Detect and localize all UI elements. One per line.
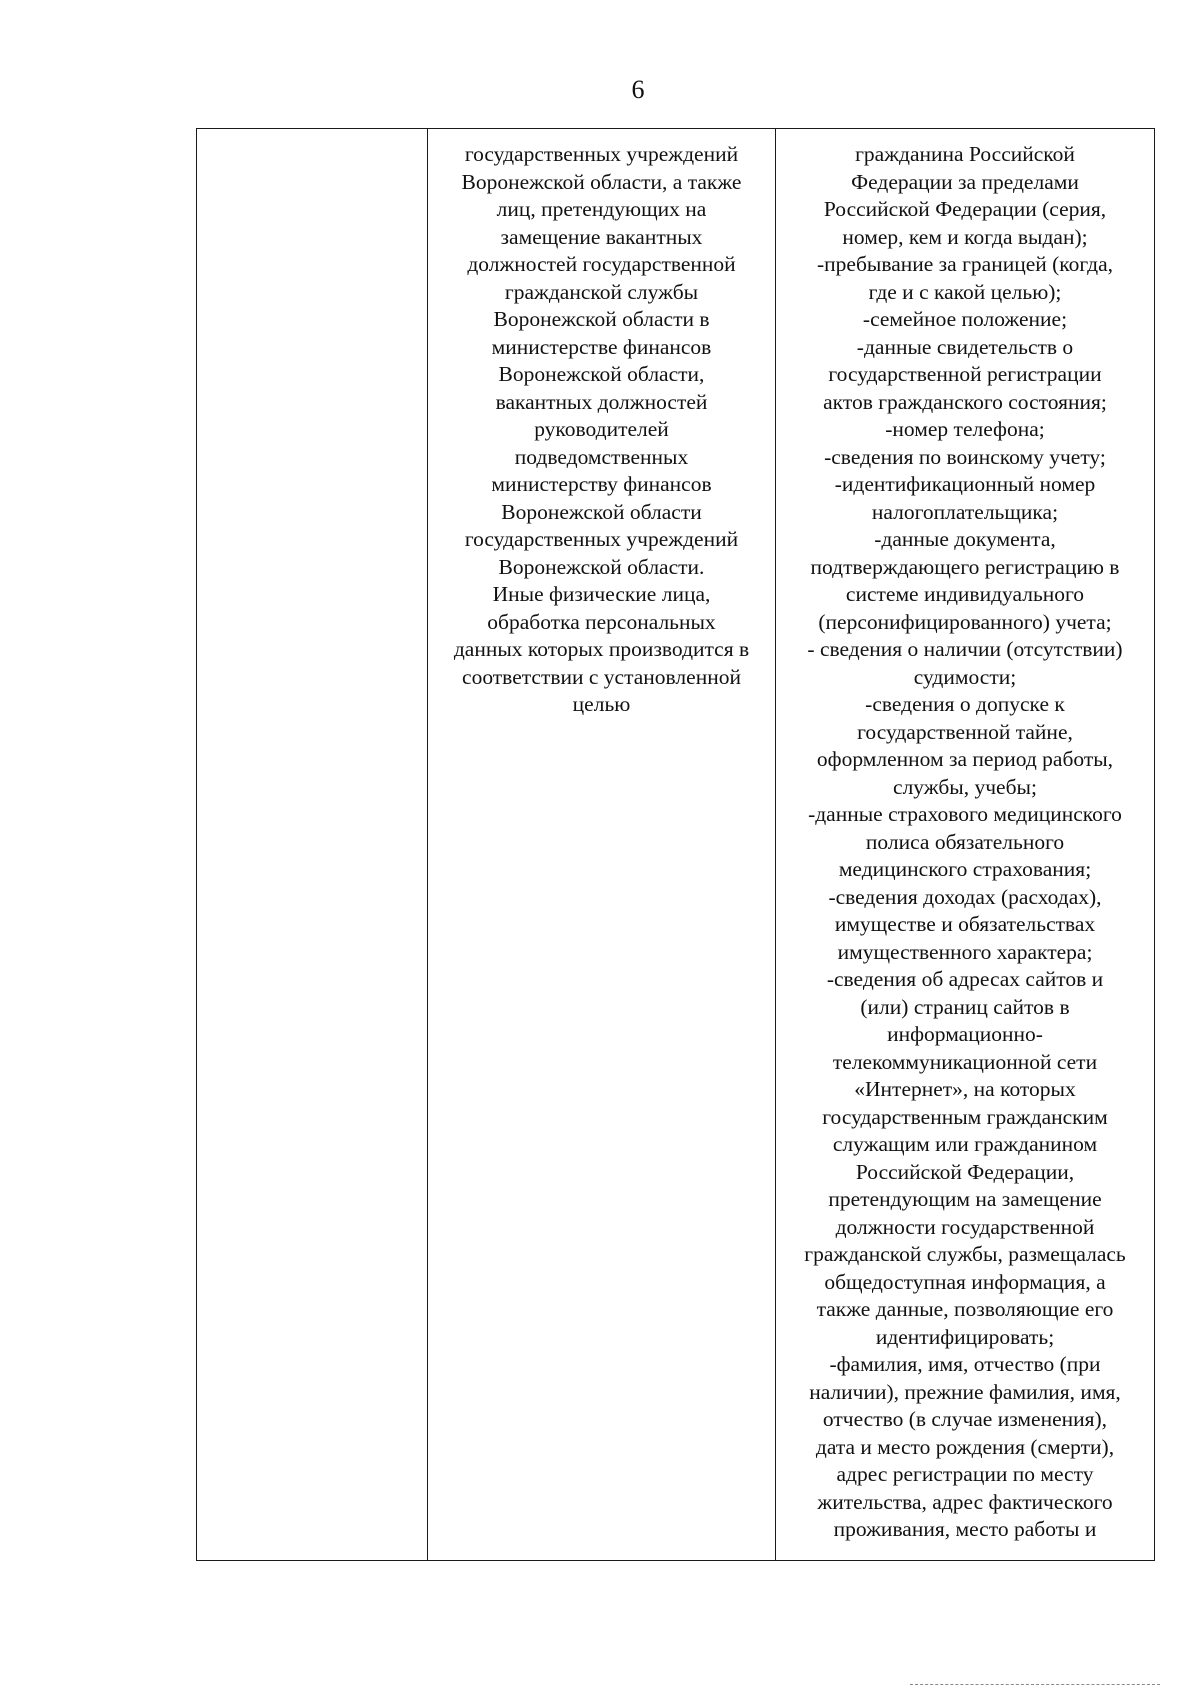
- text-line: -данные свидетельств о: [856, 334, 1074, 359]
- text-line: медицинского страхования;: [838, 857, 1092, 881]
- text-line: Иные физические лица,: [492, 582, 711, 606]
- text-line: налогоплательщика;: [871, 499, 1059, 524]
- footer-divider: [910, 1684, 1160, 1685]
- text-line: -сведения об адресах сайтов и: [826, 967, 1104, 991]
- text-line: вакантных должностей: [495, 389, 708, 414]
- text-line: Воронежской области,: [498, 362, 705, 386]
- page-number: 6: [631, 75, 645, 104]
- text-line: службы, учебы;: [893, 774, 1037, 799]
- text-line: государственной тайне,: [857, 719, 1073, 744]
- text-line: (или) страниц сайтов в: [860, 994, 1070, 1019]
- text-line: адрес регистрации по месту: [836, 1462, 1094, 1486]
- text-line: данных которых производится в: [453, 637, 750, 661]
- table-cell-empty: [197, 129, 428, 1560]
- text-line: -данные документа,: [874, 527, 1056, 551]
- text-line: где и с какой целью);: [868, 279, 1062, 304]
- text-line: должностей государственной: [467, 252, 736, 276]
- text-line: идентифицировать;: [875, 1324, 1055, 1349]
- text-line: судимости;: [913, 664, 1017, 689]
- text-line: (персонифицированного) учета;: [818, 609, 1112, 634]
- text-line: обработка персональных: [487, 609, 716, 634]
- text-line: государственным гражданским: [822, 1104, 1108, 1129]
- text-line: номер, кем и когда выдан);: [842, 224, 1088, 249]
- text-line: должности государственной: [835, 1214, 1095, 1239]
- text-line: -идентификационный номер: [834, 472, 1096, 496]
- text-line: государственной регистрации: [828, 362, 1102, 386]
- text-line: министерстве финансов: [491, 334, 712, 359]
- text-line: имущественного характера;: [837, 939, 1093, 964]
- text-line: -данные страхового медицинского: [808, 802, 1122, 826]
- text-line: -сведения о допуске к: [865, 692, 1065, 716]
- table-cell-subjects: [428, 129, 776, 1560]
- text-line: Воронежской области: [501, 499, 702, 524]
- table-cell-data-list: [776, 129, 1154, 1560]
- text-line: Воронежской области в: [493, 307, 710, 331]
- text-line: Воронежской области.: [498, 554, 705, 579]
- text-line: -сведения доходах (расходах),: [828, 884, 1102, 909]
- text-line: телекоммуникационной сети: [832, 1049, 1098, 1074]
- text-line: -семейное положение;: [862, 307, 1068, 331]
- text-line: подведомственных: [514, 444, 689, 469]
- text-line: гражданина Российской: [855, 142, 1075, 166]
- text-line: полиса обязательного: [865, 829, 1065, 854]
- text-line: служащим или гражданином: [832, 1132, 1098, 1156]
- text-line: замещение вакантных: [500, 224, 703, 249]
- text-line: государственных учреждений: [464, 142, 739, 166]
- text-line: претендующим на замещение: [828, 1187, 1102, 1211]
- text-line: государственных учреждений: [464, 527, 739, 551]
- text-line: гражданской службы, размещалась: [804, 1242, 1126, 1266]
- text-line: гражданской службы: [504, 279, 699, 304]
- text-line: Российской Федерации (серия,: [823, 197, 1107, 221]
- text-line: проживания, место работы и: [833, 1517, 1097, 1541]
- text-line: - сведения о наличии (отсутствии): [807, 637, 1123, 661]
- text-line: оформленном за период работы,: [816, 747, 1114, 771]
- text-line: также данные, позволяющие его: [816, 1297, 1114, 1321]
- text-line: общедоступная информация, а: [824, 1269, 1106, 1294]
- text-line: -пребывание за границей (когда,: [816, 252, 1113, 276]
- text-line: актов гражданского состояния;: [823, 389, 1107, 414]
- text-line: целью: [572, 692, 631, 716]
- text-line: имуществе и обязательствах: [834, 912, 1096, 936]
- text-line: системе индивидуального: [845, 582, 1085, 606]
- text-line: жительства, адрес фактического: [817, 1489, 1113, 1514]
- text-line: «Интернет», на которых: [854, 1077, 1076, 1101]
- text-line: информационно-: [887, 1022, 1043, 1046]
- text-line: -сведения по воинскому учету;: [824, 444, 1106, 469]
- text-line: дата и место рождения (смерти),: [815, 1434, 1115, 1459]
- text-line: соответствии с установленной: [462, 664, 741, 689]
- data-table: [196, 128, 1155, 1561]
- text-line: Воронежской области, а также: [461, 169, 742, 194]
- text-line: -номер телефона;: [885, 417, 1045, 441]
- text-line: наличии), прежние фамилия, имя,: [809, 1379, 1121, 1404]
- text-line: Российской Федерации,: [855, 1159, 1075, 1184]
- text-line: Федерации за пределами: [851, 169, 1079, 194]
- text-line: отчество (в случае изменения),: [822, 1407, 1108, 1431]
- text-line: подтверждающего регистрацию в: [810, 554, 1120, 579]
- text-line: лиц, претендующих на: [496, 197, 707, 221]
- text-line: руководителей: [534, 417, 669, 441]
- text-line: -фамилия, имя, отчество (при: [829, 1352, 1101, 1376]
- text-line: министерству финансов: [491, 472, 712, 496]
